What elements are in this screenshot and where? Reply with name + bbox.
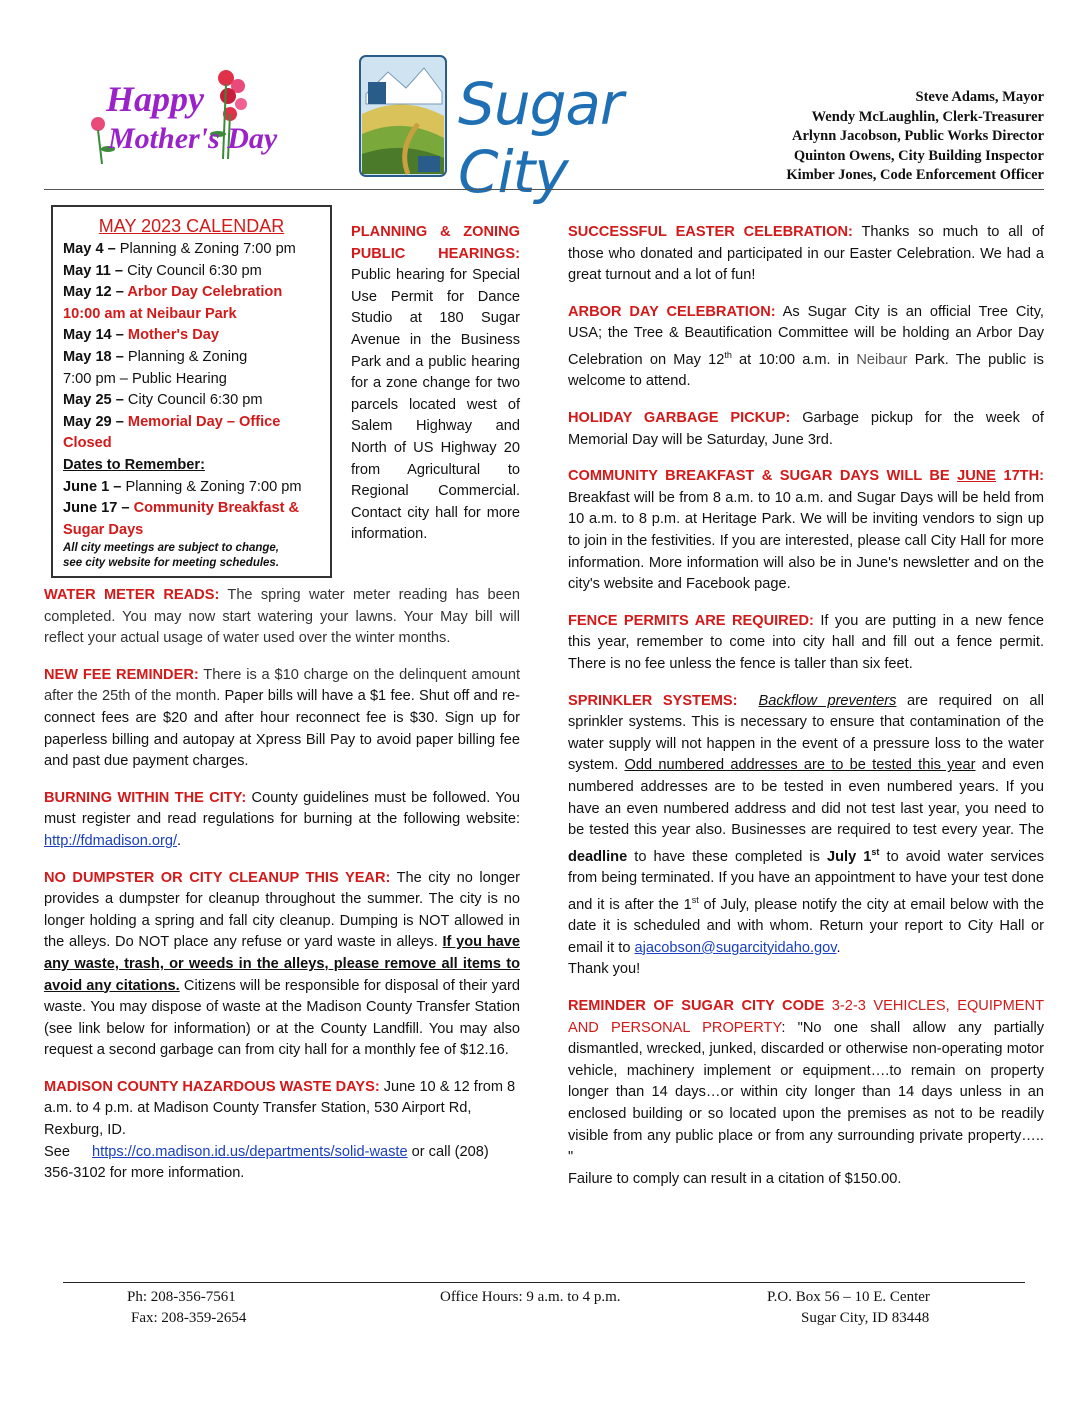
calendar-may4: May 4 – Planning & Zoning 7:00 pm	[63, 241, 296, 257]
city-code-section: REMINDER OF SUGAR CITY CODE 3-2-3 VEHICLES, EQUIPMENT AND PERSONAL PROPERTY: "No one shall allow any partially dismantled, wrecked, junked, discarded or otherwise non-operating motor vehicle, machinery implement or equipment….to remain on property longer than 14 days…or within city longer than 14 days unless in an enclosed building or so located upon the premises as not to be readily visible from any public place or from any surrounding private property….. " Failure to comply can result in a citation of $150.00.	[568, 997, 1044, 1187]
official-mayor: Steve Adams, Mayor	[915, 89, 1044, 105]
fdmadison-link[interactable]: http://fdmadison.org/	[44, 832, 178, 849]
calendar-may18: May 18 – Planning & Zoning	[63, 348, 248, 365]
breakfast-section: COMMUNITY BREAKFAST & SUGAR DAYS WILL BE JUNE 17TH: Breakfast will be from 8 a.m. to 10 a.m. and Sugar Days will be held from 10 a.m. to 8 p.m. at Heritage Park. We will be inviting vendors to sign up to join in the festivities. If you are interested, please call City Hall for more information. More information will also be in June's newsletter and on the city's website and Facebook page.	[568, 468, 1044, 593]
calendar-june1: June 1 – Planning & Zoning 7:00 pm	[63, 478, 302, 495]
calendar-may25: May 25 – City Council 6:30 pm	[63, 392, 263, 409]
sprinkler-section: SPRINKLER SYSTEMS: Backflow preventers are required on all sprinkler systems. This is necessary to ensure that contamination of the water supply will not happen in the event of a pressure loss to the water system. Odd numbered addresses are to be tested this year and even numbered addresses are to be tested in even numbered years. If you have an even numbered address and did not test last year, you need to be tested this year also. Businesses are required to test every year. The deadline to have these completed is July 1st to avoid water services from being terminated. If you have an appointment to have your test done and it is after the 1st of July, please notify the city at email below with the date it is scheduled and with whom. Return your report to City Hall or email it to ajacobson@sugarcityidaho.gov. Thank you!	[568, 692, 1045, 978]
calendar-may29: May 29 – Memorial Day – Office	[63, 413, 281, 430]
city-logo-text: Sugar City	[458, 70, 623, 206]
mothers-day-line2: Mother's Day	[108, 122, 278, 155]
hazardous-waste-section: MADISON COUNTY HAZARDOUS WASTE DAYS: June 10 & 12 from 8 a.m. to 4 p.m. at Madison County Transfer Station, 530 Airport Rd, Rexburg, ID. See https://co.madison.id.us/departments/solid-waste or call (208) 356-3102 for more information.	[44, 1078, 516, 1182]
footer-phone: Ph: 208-356-7561	[127, 1289, 236, 1305]
burning-section: BURNING WITHIN THE CITY: County guidelines must be followed. You must register and read regulations for burning at the following website: http://fdmadison.org/.	[44, 789, 520, 849]
city-logo	[358, 54, 698, 206]
footer-fax: Fax: 208-359-2654	[131, 1310, 247, 1326]
solid-waste-link[interactable]: https://co.madison.id.us/departments/solid-waste	[92, 1143, 408, 1160]
right-column	[568, 222, 1044, 1205]
email-link[interactable]: ajacobson@sugarcityidaho.gov	[634, 939, 837, 956]
mothers-day-line1: Happy	[106, 79, 204, 119]
calendar-may11: May 11 – City Council 6:30 pm	[63, 262, 262, 279]
calendar-note-line2: see city website for meeting schedules.	[63, 557, 280, 570]
fence-permit-section: FENCE PERMITS ARE REQUIRED: If you are putting in a new fence this year, remember to come into city hall and fill out a fence permit. There is no fee unless the fence is taller than six feet.	[568, 612, 1044, 672]
official-clerk: Wendy McLaughlin, Clerk-Treasurer	[811, 108, 1044, 125]
footer-hours: Office Hours: 9 a.m. to 4 p.m.	[440, 1289, 621, 1305]
calendar-june17-line2: Sugar Days	[63, 521, 144, 538]
calendar-june17: June 17 – Community Breakfast &	[63, 500, 300, 517]
calendar-may12-line2: 10:00 am at Neibaur Park	[63, 305, 237, 322]
holiday-garbage-section: HOLIDAY GARBAGE PICKUP: Garbage pickup for the week of Memorial Day will be Saturday, June 3rd.	[568, 410, 1044, 448]
planning-zoning-section	[351, 222, 520, 546]
arbor-day-section: ARBOR DAY CELEBRATION: As Sugar City is an official Tree City, USA; the Tree & Beautification Committee will be holding an Arbor Day Celebration on May 12th at 10:00 a.m. in Neibaur Park. The public is welcome to attend.	[568, 303, 1044, 390]
landscape-icon	[358, 54, 448, 178]
planning-body: Public hearing for Special Use Permit for Dance Studio at 180 Sugar Avenue in the Business Park and a public hearing for a zone change for two parcels located west of Salem Highway and North of US Highway 20 from Agricultural to Regional Commercial. Contact city hall for more information.	[351, 267, 520, 543]
easter-section: SUCCESSFUL EASTER CELEBRATION: Thanks so much to all of those who donated and participated in our Easter Celebration. We had a great turnout and a lot of fun!	[568, 224, 1044, 284]
fee-reminder-section: NEW FEE REMINDER: There is a $10 charge on the delinquent amount after the 25th of the month. Paper bills will have a $1 fee. Shut off and re-connect fees are $20 and after hour reconnect fee is $30. Sign up for paperless billing and autopay at Xpress Bill Pay to avoid paper billing fee and past due payment charges.	[44, 666, 520, 770]
footer-divider	[63, 1282, 1025, 1283]
calendar-may14: May 14 – Mother's Day	[63, 327, 219, 344]
mothers-day-graphic	[78, 64, 278, 174]
official-building-inspector: Quinton Owens, City Building Inspector	[793, 147, 1044, 164]
water-meter-section: WATER METER READS: The spring water meter reading has been completed. You may now start watering your lawns. Your May bill will reflect your actual usage of water used over the winter months.	[44, 587, 521, 647]
calendar-box	[51, 205, 332, 578]
dumpster-section: NO DUMPSTER OR CITY CLEANUP THIS YEAR: The city no longer provides a dumpster for cleanup throughout the summer. The city is no longer holding a spring and fall city cleanup. Dumping is NOT allowed in the alleys. Do NOT place any refuse or yard waste in alleys. If you have any waste, trash, or weeds in the alleys, please remove all items to avoid any citations. Citizens will be responsible for disposal of their yard waste. You may dispose of waste at the Madison County Transfer Station (see link below for information) or at the County Landfill. You may also request a second garbage can from city hall for a monthly fee of $12.16.	[44, 869, 521, 1059]
calendar-remember-heading: Dates to Remember:	[63, 456, 205, 473]
planning-heading-line2: PUBLIC HEARINGS:	[351, 245, 520, 262]
planning-heading-line1: PLANNING & ZONING	[351, 224, 520, 240]
calendar-note-line1: All city meetings are subject to change,	[63, 542, 280, 555]
official-code-enforcement: Kimber Jones, Code Enforcement Officer	[786, 167, 1044, 184]
calendar-title: MAY 2023 CALENDAR	[98, 216, 285, 236]
calendar-may29-line2: Closed	[63, 435, 112, 452]
footer-po-box: P.O. Box 56 – 10 E. Center	[767, 1289, 930, 1305]
calendar-may12: May 12 – Arbor Day Celebration	[63, 284, 283, 301]
official-public-works: Arlynn Jacobson, Public Works Director	[791, 128, 1044, 145]
left-column	[44, 585, 520, 1200]
header-divider	[44, 189, 1044, 190]
footer-city-state: Sugar City, ID 83448	[801, 1310, 930, 1326]
calendar-may18-line2: 7:00 pm – Public Hearing	[63, 370, 227, 387]
officials-list	[786, 88, 1044, 186]
